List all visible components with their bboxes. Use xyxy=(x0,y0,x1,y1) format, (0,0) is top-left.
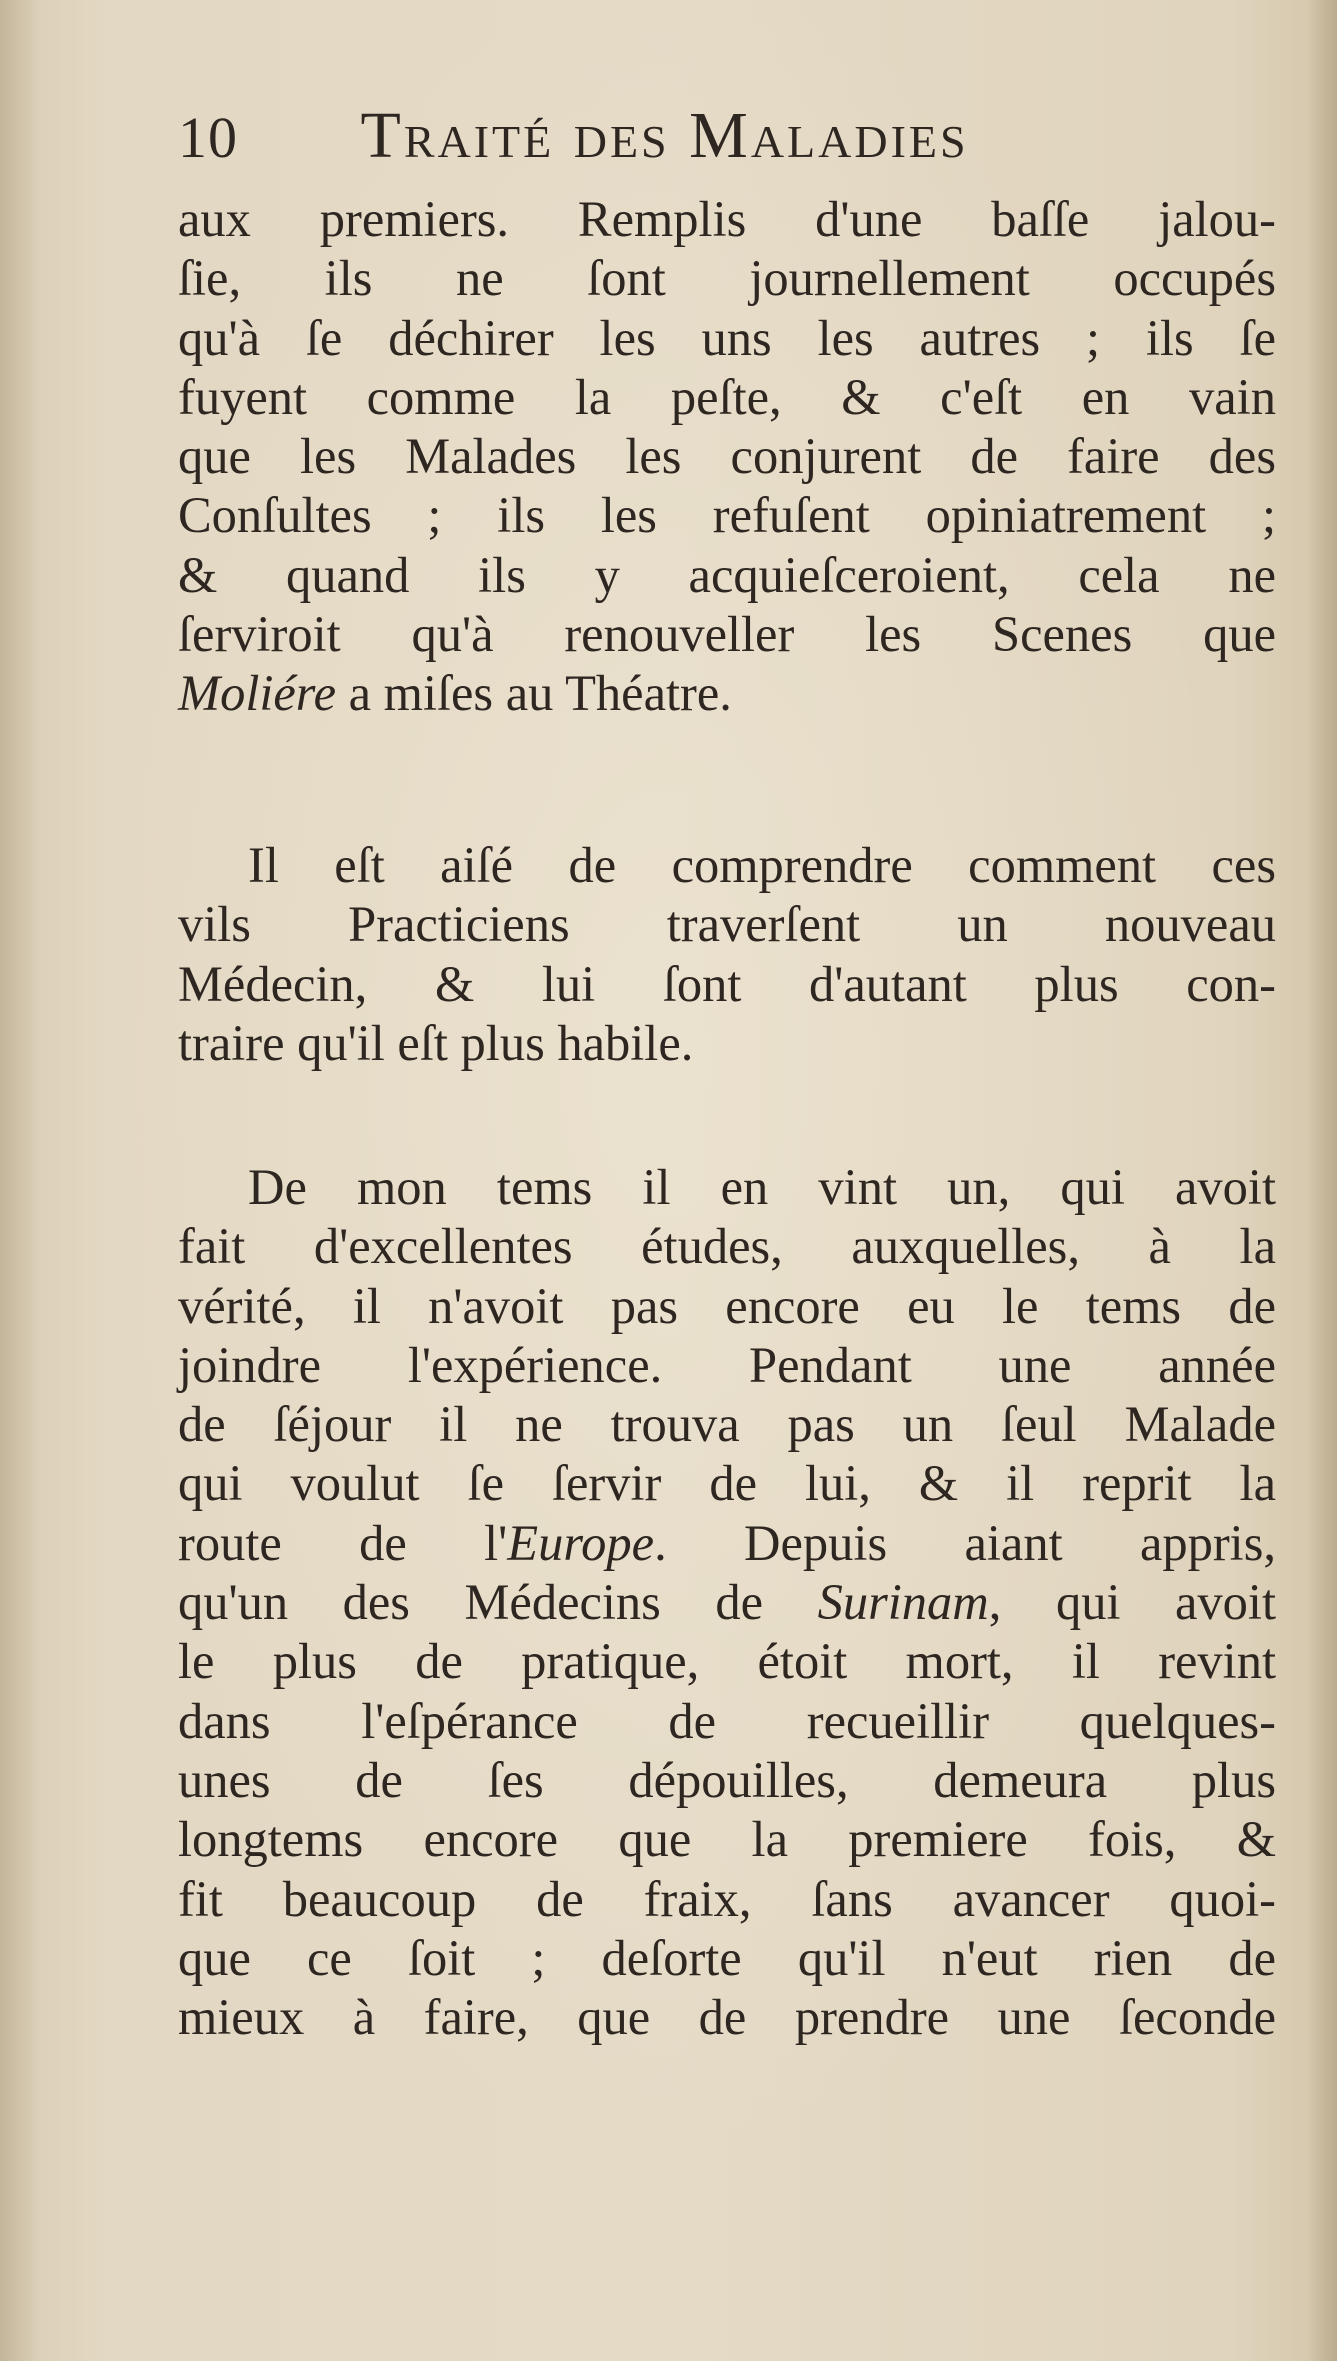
page-header xyxy=(178,98,1178,188)
text-line: fit beaucoup de fraix, ſans avancer quoi- xyxy=(178,1870,1276,1927)
text-line: Conſultes ; ils les refuſent opiniatrement ; xyxy=(178,487,1276,544)
text-line: longtems encore que la premiere fois, & xyxy=(178,1811,1276,1868)
text-line: dans l'eſpérance de recueillir quelques- xyxy=(178,1692,1276,1749)
text-line: & quand ils y acquieſceroient, cela ne xyxy=(178,546,1276,603)
text-line: qui voulut ſe ſervir de lui, & il reprit la xyxy=(178,1455,1276,1512)
text-line: de ſéjour il ne trouva pas un ſeul Malade xyxy=(178,1396,1276,1453)
page-number: 10 xyxy=(178,105,238,170)
text-line: route de l'Europe. Depuis aiant appris, xyxy=(178,1514,1276,1571)
text-line: aux premiers. Remplis d'une baſſe jalou- xyxy=(178,191,1276,247)
text-line: que ce ſoit ; deſorte qu'il n'eut rien de xyxy=(178,1929,1276,1986)
text-line: ſerviroit qu'à renouveller les Scenes que xyxy=(178,606,1276,663)
text-line: fuyent comme la peſte, & c'eſt en vain xyxy=(178,368,1276,425)
text-line: mieux à faire, que de prendre une ſeconde xyxy=(178,1989,1276,2046)
text-line: fait d'excellentes études, auxquelles, à la xyxy=(178,1218,1276,1275)
text-line: Il eſt aiſé de comprendre comment ces xyxy=(248,837,1276,893)
text-line: unes de ſes dépouilles, demeura plus xyxy=(178,1751,1276,1808)
text-line: qu'à ſe déchirer les uns les autres ; ils ſe xyxy=(178,309,1276,366)
page-edge-shadow xyxy=(1307,0,1337,2361)
text-line: que les Malades les conjurent de faire des xyxy=(178,428,1276,485)
paragraph-3 xyxy=(178,1158,1276,2047)
text-line: vérité, il n'avoit pas encore eu le tems de xyxy=(178,1277,1276,1334)
page-gutter-shadow xyxy=(0,0,40,2361)
paragraph-2 xyxy=(178,836,1276,1073)
text-line: ſie, ils ne ſont journellement occupés xyxy=(178,250,1276,307)
text-line-italic-author: Moliére a miſes au Théatre. xyxy=(178,665,732,722)
text-line: qu'un des Médecins de Surinam, qui avoit xyxy=(178,1574,1276,1631)
running-title: Traité des Maladies xyxy=(360,99,969,172)
paragraph-1 xyxy=(178,190,1276,724)
text-line: joindre l'expérience. Pendant une année xyxy=(178,1336,1276,1393)
text-line: le plus de pratique, étoit mort, il revint xyxy=(178,1633,1276,1690)
text-line: Médecin, & lui ſont d'autant plus con- xyxy=(178,955,1276,1012)
text-line: vils Practiciens traverſent un nouveau xyxy=(178,896,1276,953)
text-line: De mon tems il en vint un, qui avoit xyxy=(248,1159,1276,1215)
text-line: traire qu'il eſt plus habile. xyxy=(178,1014,694,1071)
